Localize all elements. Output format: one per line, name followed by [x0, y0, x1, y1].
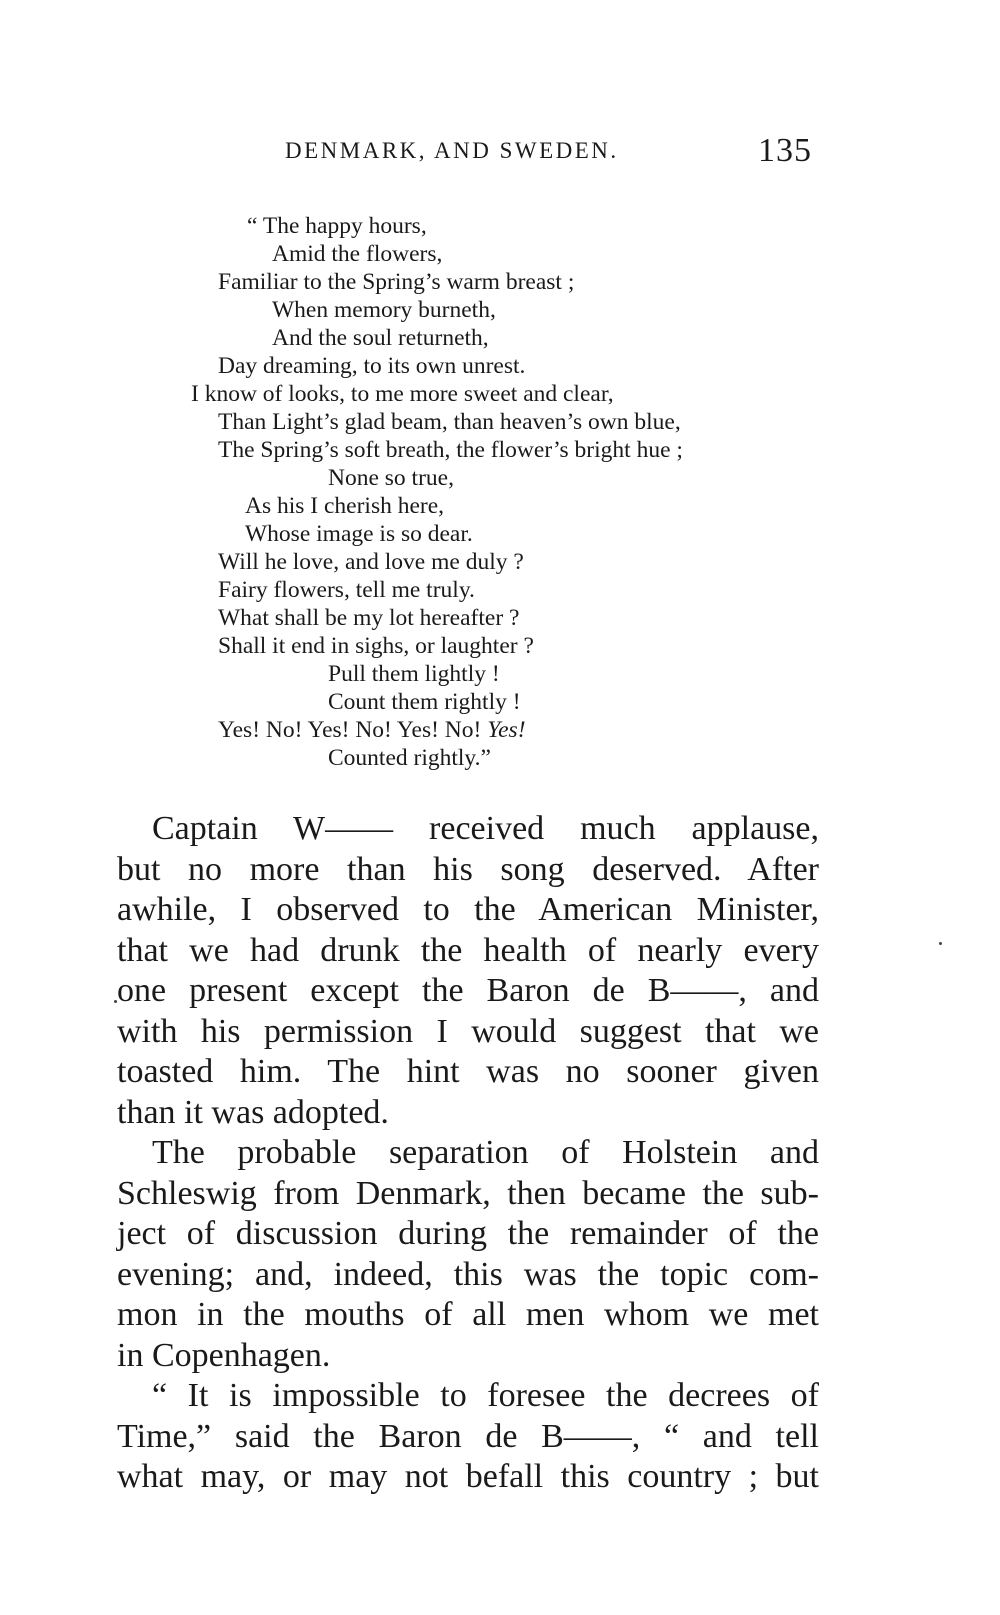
- text-line: Time,” said the Baron de B——, “ and tell: [117, 1417, 819, 1455]
- paragraph: [117, 1133, 819, 1376]
- text-line: The probable separation of Holstein and: [152, 1134, 819, 1171]
- text-line: ject of discussion during the remainder of the: [117, 1215, 819, 1252]
- text-line: Schleswig from Denmark, then became the sub-: [117, 1174, 819, 1212]
- poem-line: None so true,: [328, 465, 454, 491]
- poem-line-text: Yes! No! Yes! No! Yes! No!: [218, 717, 482, 743]
- poem-line: “ The happy hours,: [247, 213, 427, 239]
- poem-line: [218, 716, 526, 744]
- page-header: [0, 132, 1000, 172]
- poem-line: Shall it end in sighs, or laughter ?: [218, 633, 534, 659]
- running-head: DENMARK, AND SWEDEN.: [285, 138, 619, 163]
- text-line: awhile, I observed to the American Minister,: [117, 891, 819, 928]
- text-line: evening; and, indeed, this was the topic com-: [117, 1255, 819, 1293]
- poem-line: As his I cherish here,: [245, 493, 445, 519]
- text-line: toasted him. The hint was no sooner given: [117, 1053, 819, 1090]
- poem-line: What shall be my lot hereafter ?: [218, 605, 520, 631]
- poem-line: Counted rightly.”: [328, 745, 491, 771]
- text-line: but no more than his song deserved. After: [117, 850, 819, 888]
- poem-line: Day dreaming, to its own unrest.: [218, 353, 526, 379]
- text-line: in Copenhagen.: [117, 1336, 331, 1374]
- poem-line: Will he love, and love me duly ?: [218, 549, 524, 575]
- poem-line: Pull them lightly !: [328, 661, 500, 687]
- poem-line: When memory burneth,: [272, 297, 496, 323]
- text-line: what may, or may not befall this country ; but: [117, 1458, 819, 1495]
- text-line: than it was adopted.: [117, 1093, 389, 1131]
- prose: [117, 809, 819, 1498]
- text-line: Captain W—— received much applause,: [152, 810, 819, 847]
- poem-line: Than Light’s glad beam, than heaven’s own blue,: [218, 409, 681, 435]
- poem-line: And the soul returneth,: [272, 325, 489, 351]
- poem-line: Fairy flowers, tell me truly.: [218, 577, 475, 603]
- poem-line: I know of looks, to me more sweet and clear,: [191, 381, 614, 407]
- paragraph: [117, 809, 819, 1133]
- text-line: one present except the Baron de B——, and: [117, 972, 819, 1009]
- page-number: 135: [758, 132, 812, 169]
- print-speck: [114, 1000, 117, 1003]
- text-line: with his permission I would suggest that we: [117, 1012, 819, 1050]
- poem-emphasis: Yes!: [487, 717, 526, 743]
- poem-line: Familiar to the Spring’s warm breast ;: [218, 269, 575, 295]
- poem-line: Amid the flowers,: [272, 241, 443, 267]
- poem-line: Count them rightly !: [328, 689, 521, 715]
- text-line: “ It is impossible to foresee the decrees of: [152, 1377, 819, 1414]
- poem-line: The Spring’s soft breath, the flower’s bright hue ;: [218, 437, 683, 463]
- text-line: that we had drunk the health of nearly every: [117, 931, 819, 969]
- paragraph: [117, 1376, 819, 1498]
- print-speck: [939, 942, 942, 945]
- text-line: mon in the mouths of all men whom we met: [117, 1296, 819, 1333]
- poem-line: Whose image is so dear.: [245, 521, 473, 547]
